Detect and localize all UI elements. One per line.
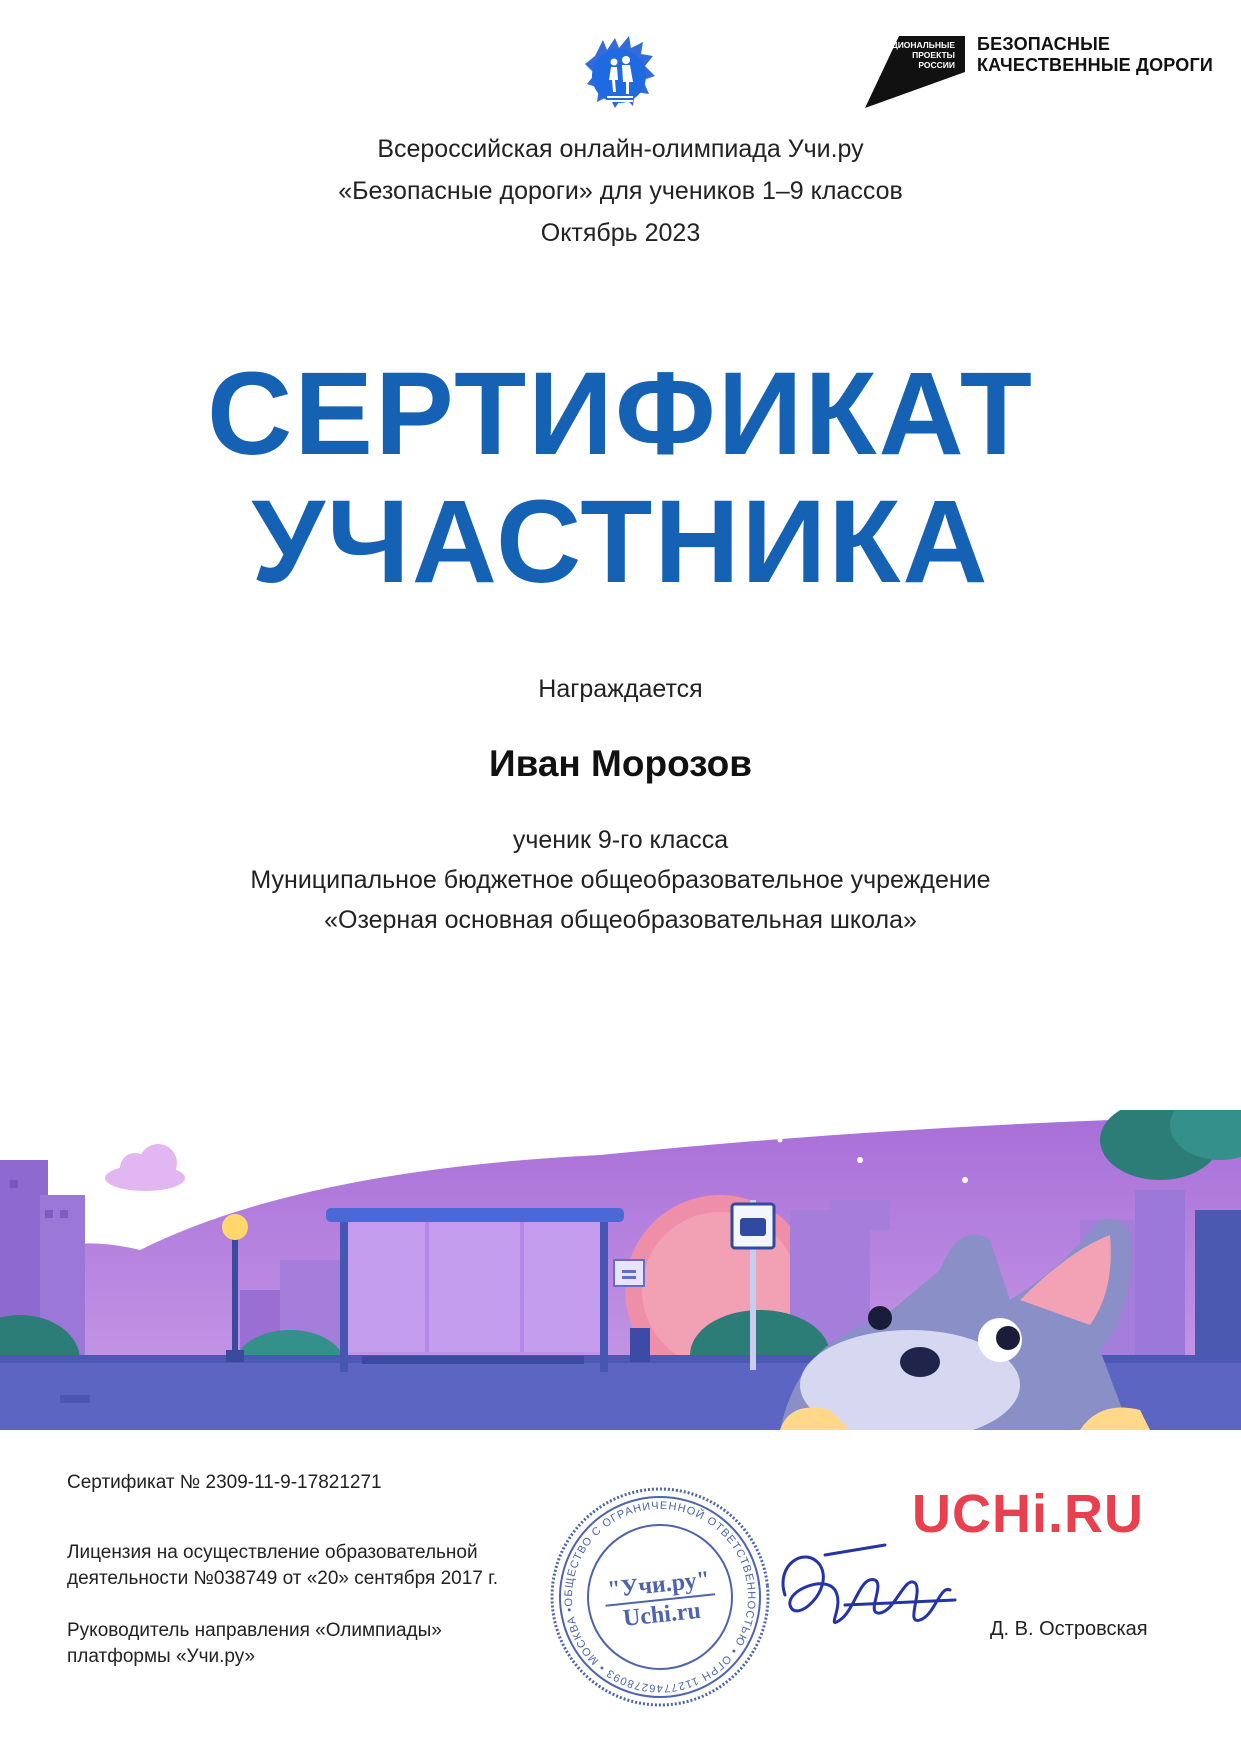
stamp-center-line2: Uchi.ru (621, 1597, 703, 1632)
olympiad-name: Всероссийская онлайн-олимпиада Учи.ру (377, 135, 864, 163)
license-line2: деятельности №038749 от «20» сентября 2017 г. (67, 1568, 499, 1589)
signature-icon (765, 1535, 965, 1655)
olympiad-date: Октябрь 2023 (540, 219, 701, 247)
np-logo-line1: НАЦИОНАЛЬНЫЕ (879, 40, 955, 50)
national-projects-logo-icon (865, 36, 985, 108)
certificate-title (0, 350, 1241, 606)
safe-roads-logo-icon (585, 36, 655, 110)
stamp-center-line1: "Учи.ру" (606, 1566, 712, 1604)
np-logo-line2: ПРОЕКТЫ (912, 50, 955, 60)
head-title-line1: Руководитель направления «Олимпиады» (67, 1620, 442, 1641)
certificate-title-line1: СЕРТИФИКАТ (207, 348, 1034, 480)
np-logo-line3: РОССИИ (918, 60, 955, 70)
recipient-name: Иван Морозов (488, 743, 752, 784)
bus-stop-illustration (0, 1110, 1241, 1430)
recipient-grade: ученик 9-го класса (512, 826, 729, 854)
certificate-title-line2: УЧАСТНИКА (251, 476, 990, 608)
olympiad-subject: «Безопасные дороги» для учеников 1–9 классов (338, 177, 903, 205)
recipient-details (0, 820, 1241, 940)
license-info (67, 1540, 498, 1592)
olympiad-info (0, 128, 1241, 254)
project-title-line1: БЕЗОПАСНЫЕ (977, 34, 1111, 54)
license-line1: Лицензия на осуществление образовательной (67, 1542, 478, 1563)
head-title (67, 1618, 442, 1670)
stamp-ring-text: ОБЩЕСТВО С ОГРАНИЧЕННОЙ ОТВЕТСТВЕННОСТЬЮ • ОГРН 1127746278093 • МОСКВА • (562, 1499, 758, 1695)
certificate-number: Сертификат № 2309-11-9-17821271 (67, 1472, 382, 1493)
bus-shelter-icon (326, 1208, 644, 1372)
signer-name: Д. В. Островская (990, 1618, 1148, 1640)
head-title-line2: платформы «Учи.ру» (67, 1646, 256, 1667)
awarded-label: Награждается (538, 675, 703, 703)
cloud-icon (105, 1144, 185, 1191)
school-name-line2: «Озерная основная общеобразовательная школа» (324, 906, 917, 934)
project-title (977, 34, 1213, 76)
uchi-ru-logo: UCHi.RU (912, 1484, 1144, 1544)
project-title-line2: КАЧЕСТВЕННЫЕ ДОРОГИ (977, 55, 1213, 75)
school-name-line1: Муниципальное бюджетное общеобразовательное учреждение (250, 866, 991, 894)
official-stamp-icon (545, 1482, 775, 1712)
